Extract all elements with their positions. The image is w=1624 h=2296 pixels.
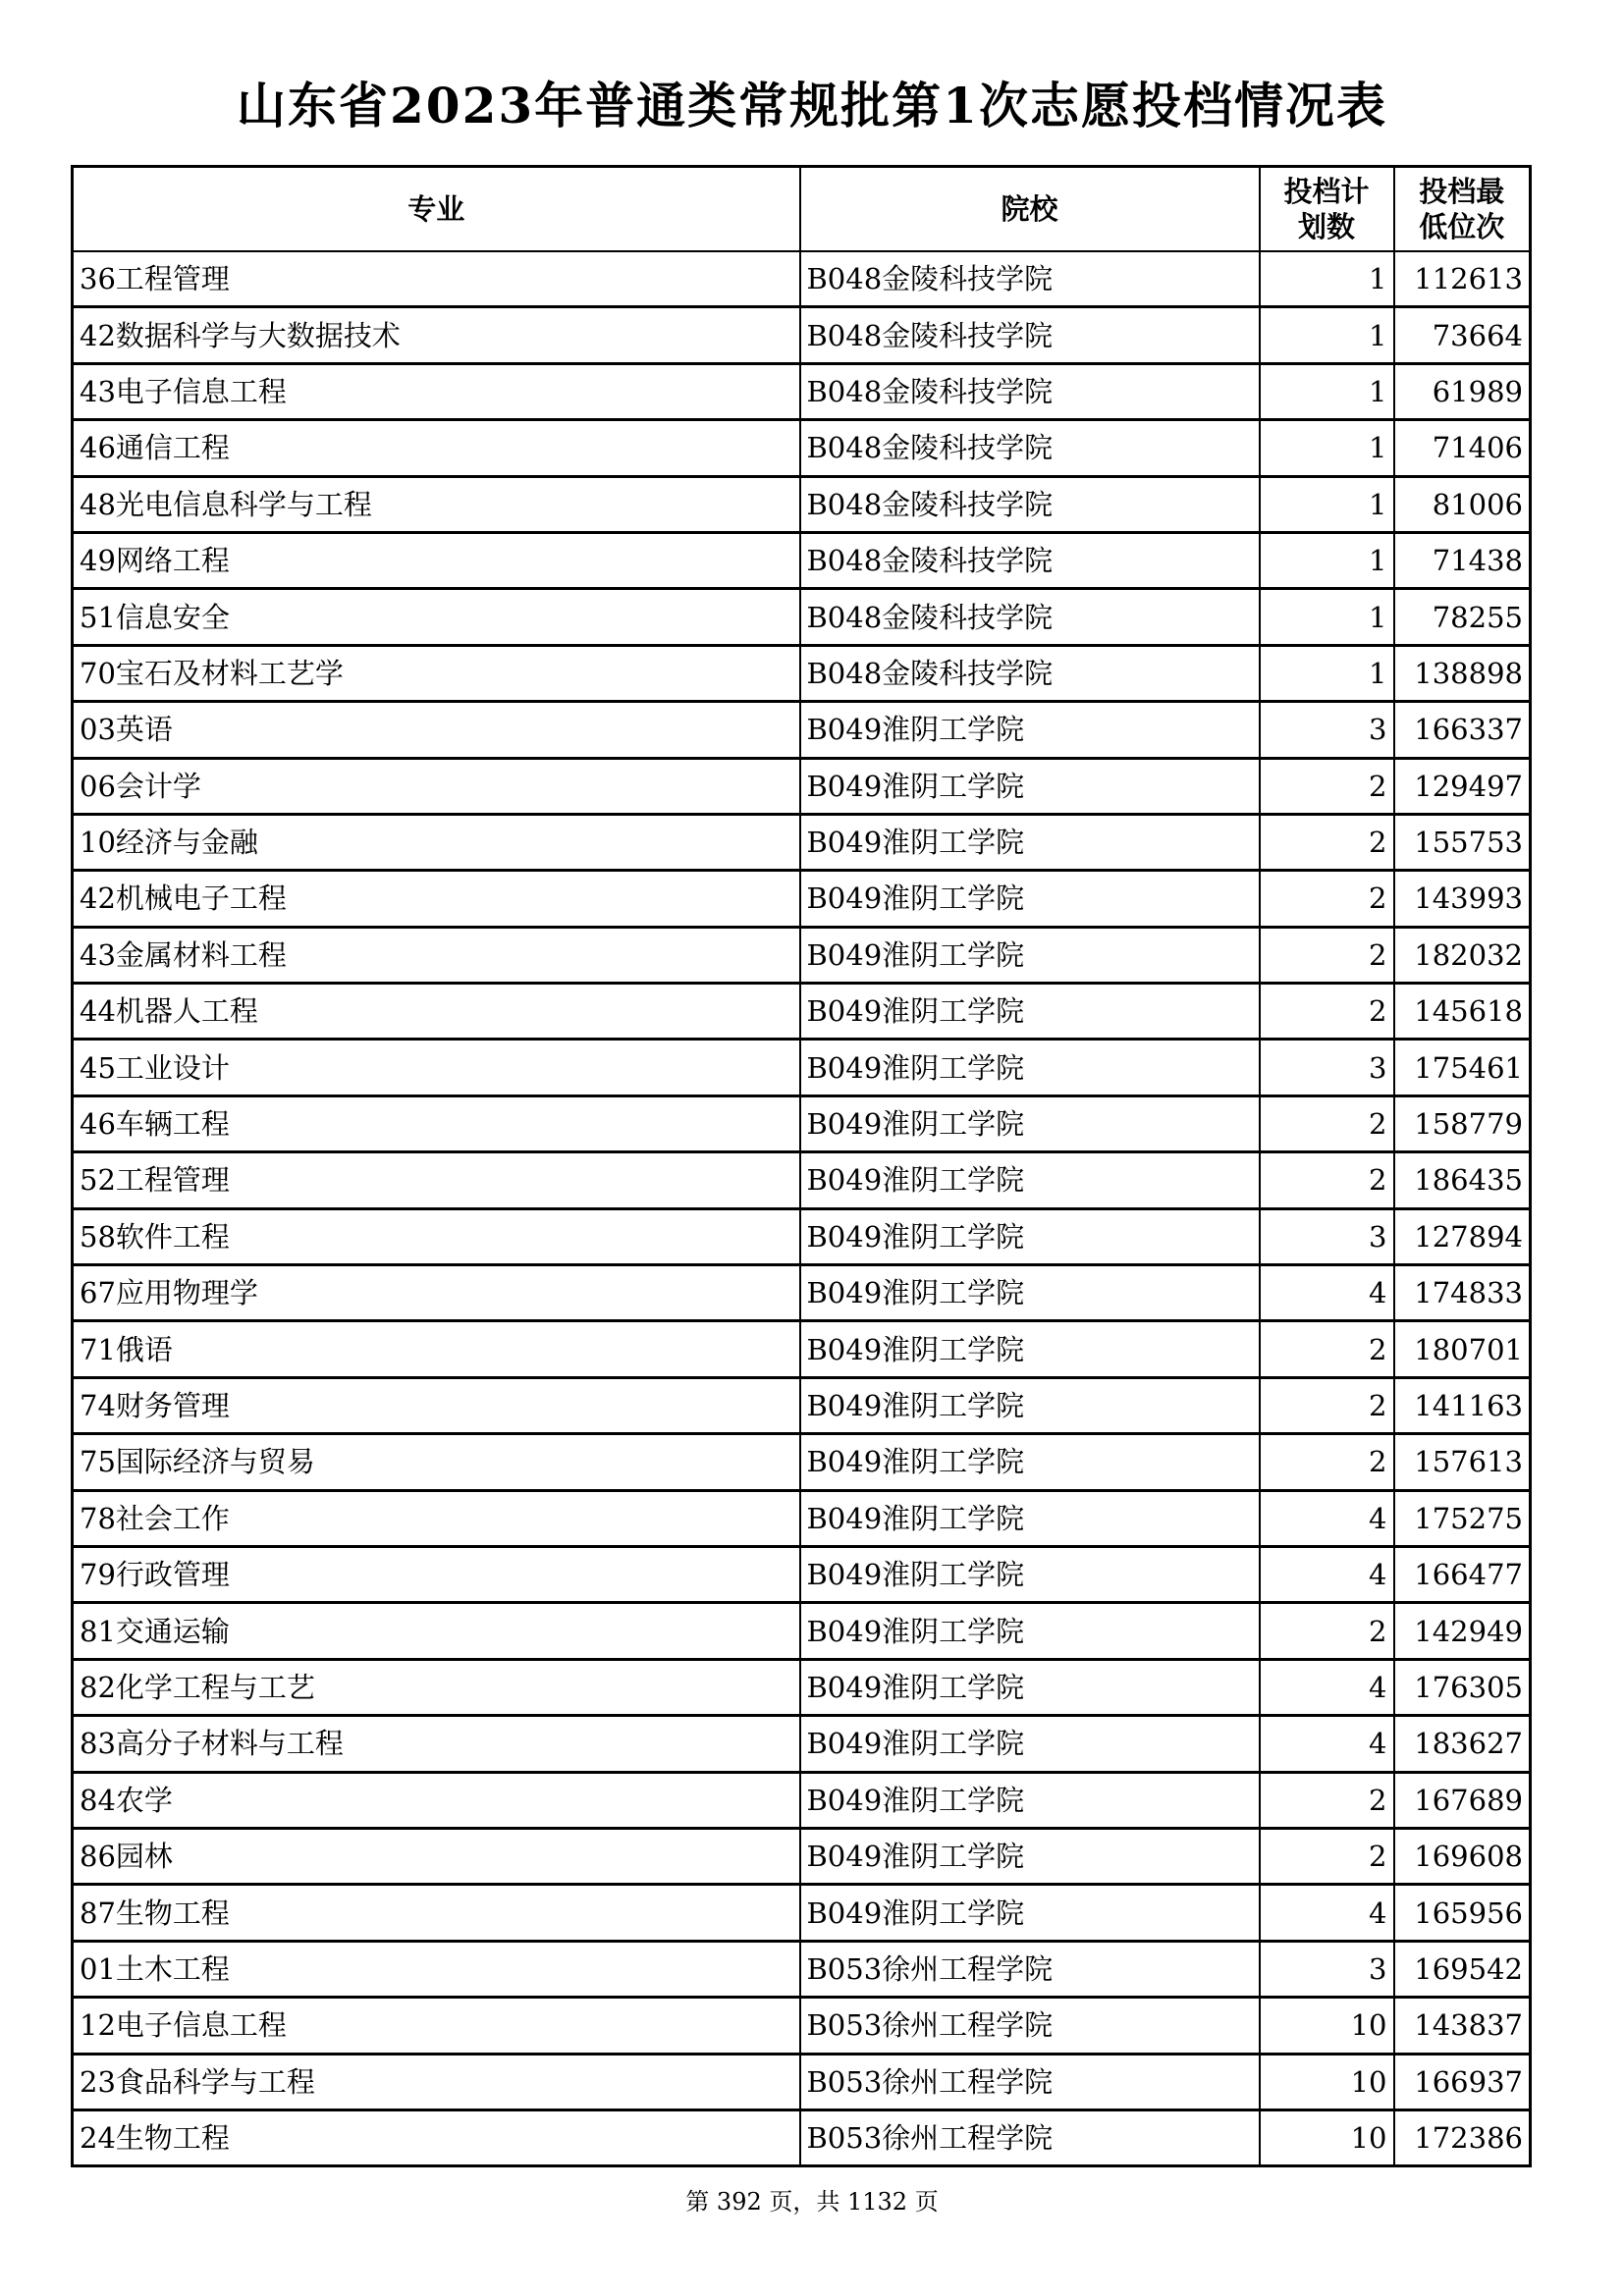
cell-plan: 2 <box>1260 1152 1394 1208</box>
table-row <box>73 476 1531 532</box>
cell-school: B049淮阴工学院 <box>800 814 1260 870</box>
cell-school: B049淮阴工学院 <box>800 1434 1260 1490</box>
cell-major: 43金属材料工程 <box>73 927 800 983</box>
cell-major: 49网络工程 <box>73 532 800 588</box>
table-header-row <box>73 167 1531 252</box>
cell-major: 75国际经济与贸易 <box>73 1434 800 1490</box>
cell-plan: 1 <box>1260 532 1394 588</box>
cell-school: B048金陵科技学院 <box>800 363 1260 419</box>
table-row <box>73 1603 1531 1659</box>
cell-school: B049淮阴工学院 <box>800 1490 1260 1546</box>
cell-plan: 2 <box>1260 984 1394 1040</box>
cell-school: B049淮阴工学院 <box>800 984 1260 1040</box>
cell-school: B048金陵科技学院 <box>800 589 1260 645</box>
cell-plan: 3 <box>1260 1040 1394 1095</box>
table-row <box>73 1941 1531 1997</box>
table-row <box>73 927 1531 983</box>
cell-school: B049淮阴工学院 <box>800 1716 1260 1772</box>
cell-plan: 1 <box>1260 645 1394 701</box>
cell-plan: 2 <box>1260 1377 1394 1433</box>
cell-plan: 10 <box>1260 2054 1394 2109</box>
cell-plan: 2 <box>1260 1772 1394 1828</box>
cell-plan: 2 <box>1260 1603 1394 1659</box>
cell-rank: 145618 <box>1394 984 1531 1040</box>
cell-rank: 61989 <box>1394 363 1531 419</box>
cell-major: 36工程管理 <box>73 251 800 307</box>
cell-major: 43电子信息工程 <box>73 363 800 419</box>
table-row <box>73 1716 1531 1772</box>
cell-major: 58软件工程 <box>73 1208 800 1264</box>
table-row <box>73 2054 1531 2109</box>
cell-major: 82化学工程与工艺 <box>73 1659 800 1715</box>
cell-plan: 1 <box>1260 420 1394 476</box>
cell-rank: 169608 <box>1394 1828 1531 1884</box>
cell-school: B049淮阴工学院 <box>800 702 1260 758</box>
table-row <box>73 645 1531 701</box>
cell-plan: 4 <box>1260 1265 1394 1321</box>
table-row <box>73 1208 1531 1264</box>
cell-plan: 2 <box>1260 871 1394 927</box>
table-body <box>73 251 1531 2166</box>
cell-major: 78社会工作 <box>73 1490 800 1546</box>
cell-school: B048金陵科技学院 <box>800 420 1260 476</box>
cell-school: B049淮阴工学院 <box>800 1885 1260 1941</box>
page-footer: 第 392 页，共 1132 页 <box>685 2188 939 2216</box>
cell-school: B049淮阴工学院 <box>800 1377 1260 1433</box>
cell-rank: 183627 <box>1394 1716 1531 1772</box>
table-row <box>73 1490 1531 1546</box>
cell-rank: 141163 <box>1394 1377 1531 1433</box>
table-row <box>73 1434 1531 1490</box>
cell-school: B053徐州工程学院 <box>800 1941 1260 1997</box>
cell-school: B049淮阴工学院 <box>800 1828 1260 1884</box>
cell-school: B049淮阴工学院 <box>800 1152 1260 1208</box>
header-school: 院校 <box>800 167 1260 252</box>
cell-rank: 112613 <box>1394 251 1531 307</box>
cell-plan: 1 <box>1260 589 1394 645</box>
cell-school: B049淮阴工学院 <box>800 1208 1260 1264</box>
header-plan <box>1260 167 1394 252</box>
cell-rank: 172386 <box>1394 2109 1531 2165</box>
cell-plan: 2 <box>1260 1434 1394 1490</box>
cell-plan: 4 <box>1260 1546 1394 1602</box>
cell-school: B049淮阴工学院 <box>800 1546 1260 1602</box>
admission-table <box>71 165 1532 2167</box>
cell-school: B049淮阴工学院 <box>800 758 1260 814</box>
table-row <box>73 1659 1531 1715</box>
header-major: 专业 <box>73 167 800 252</box>
cell-rank: 180701 <box>1394 1321 1531 1377</box>
cell-major: 71俄语 <box>73 1321 800 1377</box>
cell-plan: 10 <box>1260 2109 1394 2165</box>
cell-rank: 186435 <box>1394 1152 1531 1208</box>
header-rank-line-2: 低位次 <box>1419 210 1505 243</box>
cell-school: B049淮阴工学院 <box>800 871 1260 927</box>
cell-major: 23食品科学与工程 <box>73 2054 800 2109</box>
cell-plan: 1 <box>1260 476 1394 532</box>
header-rank <box>1394 167 1531 252</box>
cell-rank: 166477 <box>1394 1546 1531 1602</box>
cell-plan: 4 <box>1260 1659 1394 1715</box>
cell-plan: 3 <box>1260 702 1394 758</box>
cell-plan: 1 <box>1260 251 1394 307</box>
table-row <box>73 363 1531 419</box>
cell-major: 79行政管理 <box>73 1546 800 1602</box>
table-row <box>73 1546 1531 1602</box>
cell-rank: 71406 <box>1394 420 1531 476</box>
table-row <box>73 532 1531 588</box>
cell-school: B049淮阴工学院 <box>800 1040 1260 1095</box>
cell-major: 42机械电子工程 <box>73 871 800 927</box>
cell-plan: 3 <box>1260 1941 1394 1997</box>
header-rank-line-1: 投档最 <box>1419 175 1505 208</box>
cell-plan: 2 <box>1260 814 1394 870</box>
cell-rank: 174833 <box>1394 1265 1531 1321</box>
cell-major: 84农学 <box>73 1772 800 1828</box>
cell-rank: 143837 <box>1394 1998 1531 2054</box>
cell-rank: 165956 <box>1394 1885 1531 1941</box>
header-plan-line-1: 投档计 <box>1283 175 1370 208</box>
table-row <box>73 702 1531 758</box>
cell-rank: 138898 <box>1394 645 1531 701</box>
cell-school: B049淮阴工学院 <box>800 1095 1260 1151</box>
cell-major: 03英语 <box>73 702 800 758</box>
cell-major: 81交通运输 <box>73 1603 800 1659</box>
table-row <box>73 1772 1531 1828</box>
cell-school: B049淮阴工学院 <box>800 1659 1260 1715</box>
cell-rank: 175275 <box>1394 1490 1531 1546</box>
cell-major: 67应用物理学 <box>73 1265 800 1321</box>
table-row <box>73 589 1531 645</box>
table-row <box>73 2109 1531 2165</box>
table-row <box>73 420 1531 476</box>
cell-rank: 176305 <box>1394 1659 1531 1715</box>
cell-school: B049淮阴工学院 <box>800 1772 1260 1828</box>
cell-major: 06会计学 <box>73 758 800 814</box>
table-row <box>73 307 1531 363</box>
cell-school: B048金陵科技学院 <box>800 307 1260 363</box>
cell-plan: 1 <box>1260 307 1394 363</box>
cell-rank: 71438 <box>1394 532 1531 588</box>
cell-school: B048金陵科技学院 <box>800 476 1260 532</box>
cell-school: B049淮阴工学院 <box>800 1603 1260 1659</box>
table-row <box>73 1265 1531 1321</box>
table-row <box>73 984 1531 1040</box>
page-title: 山东省2023年普通类常规批第1次志愿投档情况表 <box>237 77 1387 134</box>
table-row <box>73 1885 1531 1941</box>
cell-plan: 3 <box>1260 1208 1394 1264</box>
cell-major: 70宝石及材料工艺学 <box>73 645 800 701</box>
cell-major: 45工业设计 <box>73 1040 800 1095</box>
cell-plan: 2 <box>1260 758 1394 814</box>
table-row <box>73 1095 1531 1151</box>
cell-school: B053徐州工程学院 <box>800 2109 1260 2165</box>
cell-major: 10经济与金融 <box>73 814 800 870</box>
admission-table-container <box>71 165 1529 2167</box>
cell-school: B048金陵科技学院 <box>800 645 1260 701</box>
cell-plan: 2 <box>1260 1321 1394 1377</box>
table-row <box>73 871 1531 927</box>
cell-school: B049淮阴工学院 <box>800 1321 1260 1377</box>
cell-major: 46通信工程 <box>73 420 800 476</box>
cell-plan: 4 <box>1260 1716 1394 1772</box>
header-plan-line-2: 划数 <box>1297 210 1355 243</box>
cell-rank: 81006 <box>1394 476 1531 532</box>
cell-school: B053徐州工程学院 <box>800 2054 1260 2109</box>
cell-school: B049淮阴工学院 <box>800 1265 1260 1321</box>
cell-major: 46车辆工程 <box>73 1095 800 1151</box>
cell-school: B053徐州工程学院 <box>800 1998 1260 2054</box>
cell-major: 42数据科学与大数据技术 <box>73 307 800 363</box>
cell-rank: 142949 <box>1394 1603 1531 1659</box>
cell-major: 01土木工程 <box>73 1941 800 1997</box>
cell-rank: 73664 <box>1394 307 1531 363</box>
table-row <box>73 1998 1531 2054</box>
cell-rank: 169542 <box>1394 1941 1531 1997</box>
table-row <box>73 1040 1531 1095</box>
cell-plan: 1 <box>1260 363 1394 419</box>
cell-major: 83高分子材料与工程 <box>73 1716 800 1772</box>
cell-major: 24生物工程 <box>73 2109 800 2165</box>
cell-rank: 182032 <box>1394 927 1531 983</box>
cell-plan: 2 <box>1260 927 1394 983</box>
cell-rank: 175461 <box>1394 1040 1531 1095</box>
cell-rank: 166937 <box>1394 2054 1531 2109</box>
cell-rank: 166337 <box>1394 702 1531 758</box>
cell-major: 87生物工程 <box>73 1885 800 1941</box>
cell-major: 12电子信息工程 <box>73 1998 800 2054</box>
cell-plan: 2 <box>1260 1828 1394 1884</box>
table-row <box>73 1152 1531 1208</box>
cell-rank: 157613 <box>1394 1434 1531 1490</box>
cell-major: 86园林 <box>73 1828 800 1884</box>
cell-plan: 4 <box>1260 1885 1394 1941</box>
cell-school: B048金陵科技学院 <box>800 532 1260 588</box>
cell-rank: 143993 <box>1394 871 1531 927</box>
table-row <box>73 758 1531 814</box>
cell-plan: 2 <box>1260 1095 1394 1151</box>
cell-rank: 167689 <box>1394 1772 1531 1828</box>
cell-rank: 129497 <box>1394 758 1531 814</box>
cell-rank: 158779 <box>1394 1095 1531 1151</box>
cell-school: B049淮阴工学院 <box>800 927 1260 983</box>
cell-major: 51信息安全 <box>73 589 800 645</box>
table-row <box>73 1828 1531 1884</box>
table-row <box>73 1321 1531 1377</box>
cell-major: 44机器人工程 <box>73 984 800 1040</box>
cell-rank: 127894 <box>1394 1208 1531 1264</box>
cell-school: B048金陵科技学院 <box>800 251 1260 307</box>
table-row <box>73 814 1531 870</box>
cell-rank: 78255 <box>1394 589 1531 645</box>
table-row <box>73 1377 1531 1433</box>
cell-plan: 4 <box>1260 1490 1394 1546</box>
table-row <box>73 251 1531 307</box>
cell-major: 74财务管理 <box>73 1377 800 1433</box>
cell-major: 52工程管理 <box>73 1152 800 1208</box>
cell-rank: 155753 <box>1394 814 1531 870</box>
cell-plan: 10 <box>1260 1998 1394 2054</box>
cell-major: 48光电信息科学与工程 <box>73 476 800 532</box>
